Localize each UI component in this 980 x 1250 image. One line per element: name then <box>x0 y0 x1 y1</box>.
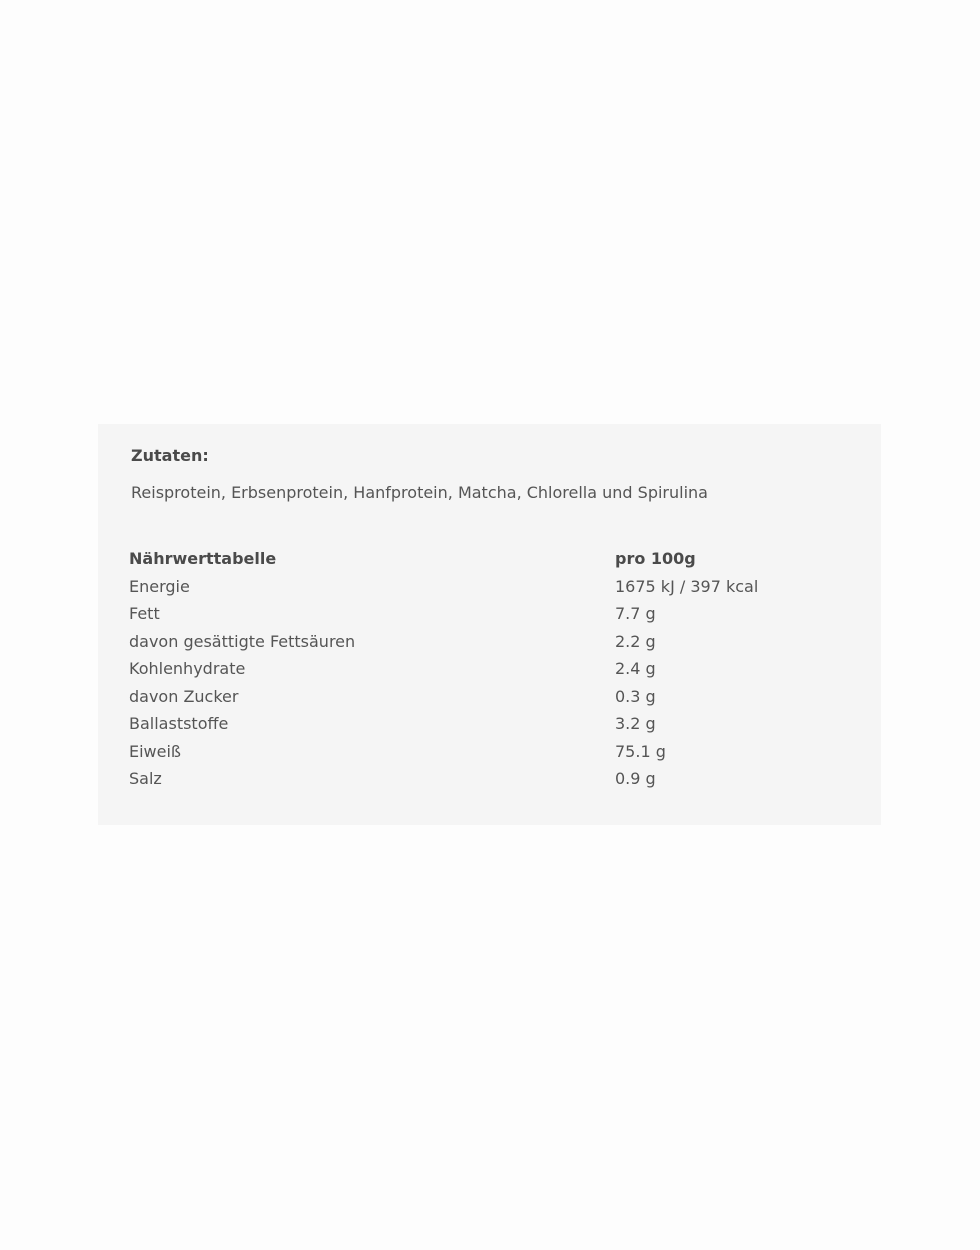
table-row <box>129 765 758 793</box>
table-row <box>129 655 758 683</box>
table-header-row <box>129 545 758 573</box>
nutrient-name: Ballaststoffe <box>129 714 229 734</box>
nutrient-value: 1675 kJ / 397 kcal <box>615 576 759 596</box>
nutrient-name: Salz <box>129 769 162 789</box>
nutrient-name: Kohlenhydrate <box>129 659 246 679</box>
nutrient-name: Fett <box>129 604 160 624</box>
nutrient-value: 2.4 g <box>615 659 656 679</box>
ingredients-title: Zutaten: <box>131 446 209 465</box>
nutrient-value: 0.3 g <box>615 686 656 706</box>
table-row <box>129 573 758 601</box>
product-info-panel <box>98 424 881 825</box>
table-row <box>129 683 758 711</box>
nutrient-value: 3.2 g <box>615 714 656 734</box>
nutrient-value: 2.2 g <box>615 631 656 651</box>
table-row <box>129 600 758 628</box>
table-row <box>129 710 758 738</box>
table-row <box>129 628 758 656</box>
nutrient-value: 75.1 g <box>615 741 666 761</box>
header-nutrient: Nährwerttabelle <box>129 549 277 569</box>
header-per-100g: pro 100g <box>615 549 696 569</box>
nutrient-value: 0.9 g <box>615 769 656 789</box>
nutrient-name: davon gesättigte Fettsäuren <box>129 631 356 651</box>
table-row <box>129 738 758 766</box>
ingredients-text: Reisprotein, Erbsenprotein, Hanfprotein, Matcha, Chlorella und Spirulina <box>131 483 708 502</box>
nutrient-name: davon Zucker <box>129 686 239 706</box>
nutrient-value: 7.7 g <box>615 604 656 624</box>
nutrition-table <box>129 545 758 793</box>
nutrient-name: Eiweiß <box>129 741 182 761</box>
nutrient-name: Energie <box>129 576 190 596</box>
